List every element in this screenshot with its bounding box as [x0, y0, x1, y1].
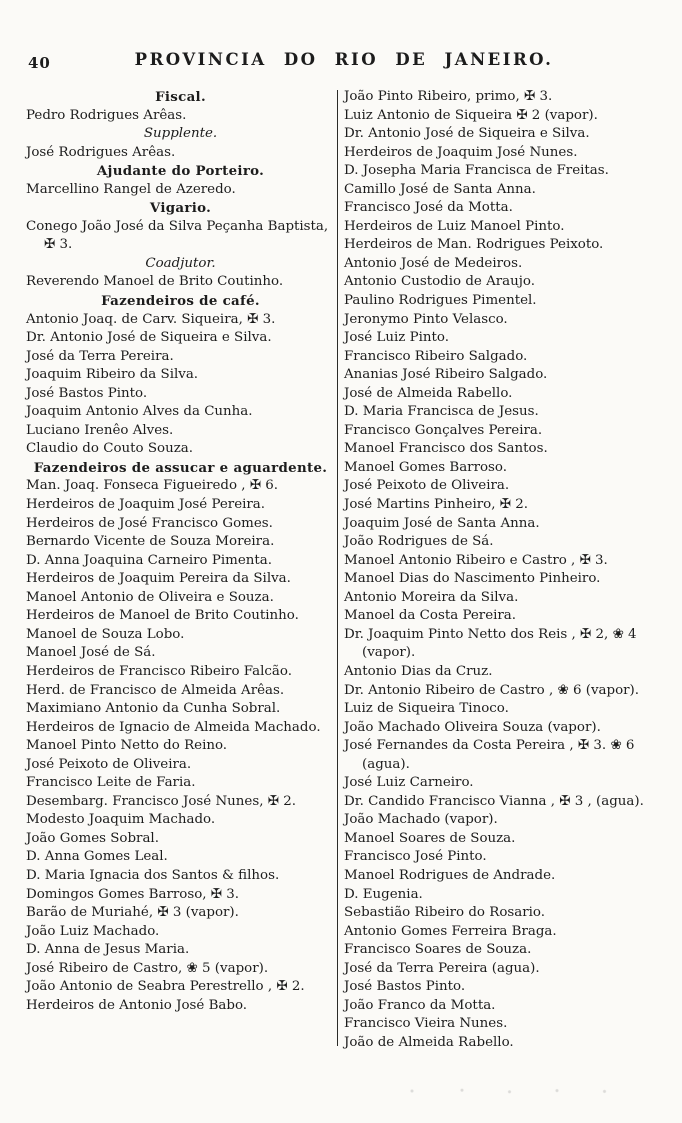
entry-line: Camillo José de Santa Anna.: [344, 181, 536, 197]
entry-line: Antonio Dias da Cruz.: [344, 663, 493, 679]
entry-line: Manoel Antonio de Oliveira e Souza.: [26, 589, 274, 605]
entry-line: Conego João José da Silva Peçanha Baptista, ✠ 3.: [26, 218, 329, 253]
entry-line: João Rodrigues de Sá.: [344, 534, 494, 550]
section-heading: Fazendeiros de assucar e aguardente.: [33, 459, 328, 476]
entry-line: Dr. Antonio Ribeiro de Castro , ❀ 6 (vapor).: [344, 682, 640, 698]
entry-line: Herdeiros de Joaquim José Pereira.: [26, 497, 266, 513]
entry-line: José Fernandes da Costa Pereira , ✠ 3. ❀ 6 (agua).: [344, 738, 635, 772]
entry-line: Antonio José de Medeiros.: [344, 255, 523, 271]
entry-line: João de Almeida Rabello.: [344, 1034, 514, 1050]
entry-line: Herdeiros de Joaquim Pereira da Silva.: [26, 571, 291, 587]
entry-line: Paulino Rodrigues Pimentel.: [344, 293, 537, 309]
page-number: 40: [28, 54, 51, 72]
scan-smudge-artifact: [392, 1087, 642, 1095]
entry-line: Pedro Rodrigues Arêas.: [26, 107, 187, 123]
entry-line: Antonio Custodio de Araujo.: [344, 274, 535, 290]
entry-line: D. Anna de Jesus Maria.: [26, 942, 190, 958]
section-heading: Fiscal.: [155, 89, 206, 105]
entry-line: D. Maria Ignacia dos Santos & filhos.: [26, 867, 280, 883]
entry-line: Dr. Joaquim Pinto Netto dos Reis , ✠ 2, ❀ 4 (vapor).: [344, 626, 637, 661]
entry-line: Manoel Pinto Netto do Reino.: [26, 738, 228, 754]
entry-line: Francisco Leite de Faria.: [26, 775, 196, 791]
entry-line: Francisco Vieira Nunes.: [344, 1016, 508, 1032]
entry-line: D. Anna Joaquina Carneiro Pimenta.: [26, 552, 273, 568]
column-divider-rule: [337, 90, 338, 1046]
entry-line: Luiz de Siqueira Tinoco.: [344, 701, 509, 717]
entry-line: José da Terra Pereira (agua).: [344, 960, 540, 976]
entry-line: D. Josepha Maria Francisca de Freitas.: [344, 163, 609, 179]
right-column: [340, 88, 662, 1052]
entry-line: Herdeiros de José Francisco Gomes.: [26, 515, 273, 531]
entry-line: João Machado Oliveira Souza (vapor).: [344, 719, 601, 735]
entry-line: José Rodrigues Arêas.: [26, 144, 176, 160]
entry-line: Reverendo Manoel de Brito Coutinho.: [26, 274, 284, 290]
entry-line: José Luiz Pinto.: [344, 330, 449, 346]
entry-line: Dr. Antonio José de Siqueira e Silva.: [344, 126, 590, 142]
section-subheading: Supplente.: [143, 126, 218, 142]
entry-line: Francisco José da Motta.: [344, 200, 513, 216]
entry-line: Manoel Gomes Barroso.: [344, 459, 507, 475]
entry-line: José da Terra Pereira.: [26, 348, 174, 364]
entry-line: Antonio Gomes Ferreira Braga.: [344, 923, 557, 939]
entry-line: D. Anna Gomes Leal.: [26, 849, 168, 865]
entry-line: Herdeiros de Manoel de Brito Coutinho.: [26, 608, 299, 624]
entry-line: Maximiano Antonio da Cunha Sobral.: [26, 701, 281, 717]
entry-line: D. Maria Francisca de Jesus.: [344, 404, 539, 420]
entry-line: Francisco Gonçalves Pereira.: [344, 422, 543, 438]
entry-line: Joaquim Antonio Alves da Cunha.: [26, 404, 253, 420]
entry-line: Manoel Soares de Souza.: [344, 830, 516, 846]
entry-line: Herdeiros de Antonio José Babo.: [26, 997, 248, 1013]
entry-line: José Bastos Pinto.: [344, 979, 466, 995]
entry-line: José Bastos Pinto.: [26, 385, 148, 401]
entry-line: Herdeiros de Joaquim José Nunes.: [344, 144, 578, 160]
entry-line: Herd. de Francisco de Almeida Arêas.: [26, 682, 285, 698]
section-subheading: Coadjutor.: [145, 255, 216, 271]
entry-line: Francisco Soares de Souza.: [344, 942, 532, 958]
entry-line: João Antonio de Seabra Perestrello , ✠ 2.: [26, 979, 305, 995]
left-column: [26, 88, 335, 1052]
entry-line: João Gomes Sobral.: [26, 830, 159, 846]
entry-line: Antonio Moreira da Silva.: [344, 589, 519, 605]
entry-line: Manoel de Souza Lobo.: [26, 626, 185, 642]
entry-line: José Martins Pinheiro, ✠ 2.: [344, 497, 528, 513]
entry-line: Manoel Antonio Ribeiro e Castro , ✠ 3.: [344, 552, 608, 568]
entry-line: João Pinto Ribeiro, primo, ✠ 3.: [344, 89, 553, 104]
entry-line: D. Eugenia.: [344, 886, 423, 902]
entry-line: Herdeiros de Man. Rodrigues Peixoto.: [344, 237, 604, 253]
entry-line: Manoel da Costa Pereira.: [344, 608, 517, 624]
two-column-layout: [26, 88, 662, 1052]
entry-line: José de Almeida Rabello.: [344, 385, 513, 401]
entry-line: Herdeiros de Francisco Ribeiro Falcão.: [26, 663, 292, 679]
entry-line: Jeronymo Pinto Velasco.: [344, 311, 508, 327]
entry-line: Desembarg. Francisco José Nunes, ✠ 2.: [26, 793, 296, 809]
entry-line: Manoel Dias do Nascimento Pinheiro.: [344, 571, 601, 587]
entry-line: João Luiz Machado.: [26, 923, 160, 939]
entry-line: José Peixoto de Oliveira.: [344, 478, 510, 494]
entry-line: Sebastião Ribeiro do Rosario.: [344, 905, 546, 921]
entry-line: Dr. Candido Francisco Vianna , ✠ 3 , (agua).: [344, 793, 644, 809]
entry-line: Marcellino Rangel de Azeredo.: [26, 181, 236, 197]
entry-line: Joaquim Ribeiro da Silva.: [26, 367, 199, 383]
section-heading: Fazendeiros de café.: [101, 293, 260, 310]
entry-line: Manoel José de Sá.: [26, 645, 156, 661]
entry-line: Claudio do Couto Souza.: [26, 441, 193, 457]
entry-line: Herdeiros de Luiz Manoel Pinto.: [344, 218, 565, 234]
entry-line: Joaquim José de Santa Anna.: [344, 515, 540, 531]
entry-line: Man. Joaq. Fonseca Figueiredo , ✠ 6.: [26, 478, 279, 494]
entry-line: Manoel Francisco dos Santos.: [344, 441, 548, 457]
page-title: PROVINCIA DO RIO DE JANEIRO.: [134, 50, 554, 69]
entry-line: Luciano Irenêo Alves.: [26, 422, 174, 438]
section-heading: Vigario.: [149, 200, 212, 217]
entry-line: José Luiz Carneiro.: [344, 775, 474, 791]
page-header: [26, 50, 662, 88]
entry-line: Modesto Joaquim Machado.: [26, 812, 216, 828]
section-heading: Ajudante do Porteiro.: [96, 163, 265, 180]
entry-line: José Ribeiro de Castro, ❀ 5 (vapor).: [26, 960, 269, 976]
entry-line: João Franco da Motta.: [344, 997, 496, 1013]
entry-line: Manoel Rodrigues de Andrade.: [344, 867, 556, 883]
entry-line: Bernardo Vicente de Souza Moreira.: [26, 534, 275, 550]
entry-line: Luiz Antonio de Siqueira ✠ 2 (vapor).: [344, 107, 598, 123]
entry-line: Domingos Gomes Barroso, ✠ 3.: [26, 886, 240, 902]
entry-line: Ananias José Ribeiro Salgado.: [344, 367, 548, 383]
entry-line: Barão de Muriahé, ✠ 3 (vapor).: [26, 905, 239, 921]
entry-line: Herdeiros de Ignacio de Almeida Machado.: [26, 719, 321, 735]
entry-line: João Machado (vapor).: [344, 812, 498, 828]
entry-line: Dr. Antonio José de Siqueira e Silva.: [26, 330, 272, 346]
entry-line: Francisco José Pinto.: [344, 849, 487, 865]
entry-line: Antonio Joaq. de Carv. Siqueira, ✠ 3.: [26, 311, 276, 327]
entry-line: José Peixoto de Oliveira.: [26, 756, 192, 772]
entry-line: Francisco Ribeiro Salgado.: [344, 348, 528, 364]
